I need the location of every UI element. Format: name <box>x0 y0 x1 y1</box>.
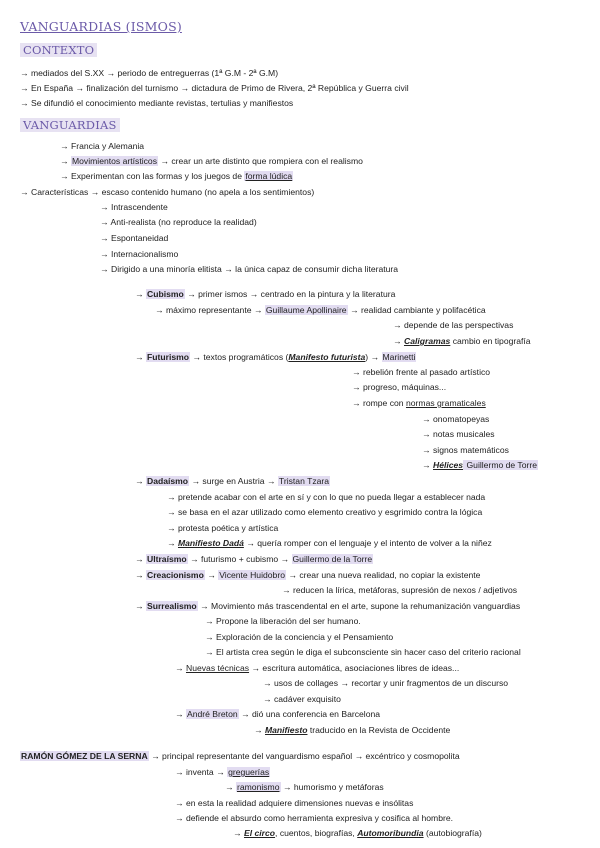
page-title: VANGUARDIAS (ISMOS) <box>20 19 182 34</box>
cubismo-line-3: → depende de las perspectivas <box>393 320 514 330</box>
dadaismo-line-1 <box>135 476 330 487</box>
andre-breton: André Breton <box>186 709 238 719</box>
text: → crear un arte distinto que rompiera con el realismo <box>158 156 363 166</box>
arrow: → <box>393 336 404 346</box>
vang-line-8: → Internacionalismo <box>100 249 179 259</box>
forma-ludica: forma lúdica <box>245 171 293 181</box>
vang-line-6: → Anti-realista (no reproduce la realidad) <box>100 217 257 227</box>
vang-line-1: → Francia y Alemania <box>60 141 145 151</box>
vang-line-9: → Dirigido a una minoría elitista → la única capaz de consumir dicha literatura <box>100 264 399 274</box>
surrealismo-line-2: → Propone la liberación del ser humano. <box>205 616 361 626</box>
text: → surge en Austria → <box>189 476 278 486</box>
apollinaire: Guillaume Apollinaire <box>265 305 347 315</box>
dadaismo-line-2: → pretende acabar con el arte en sí y con lo que no pueda llegar a establecer nada <box>167 492 486 502</box>
arrow: → <box>135 352 146 362</box>
text: → escritura automática, asociaciones libres de ideas... <box>249 663 460 673</box>
surrealismo-line-1 <box>135 601 520 612</box>
arrow: → <box>135 570 146 580</box>
contexto-line-3: → Se difundió el conocimiento mediante revistas, tertulias y manifiestos <box>20 98 294 108</box>
ramonismo: ramonismo <box>236 782 280 792</box>
guillermo-de-torre: Guillermo de Torre <box>464 460 538 470</box>
vang-line-2 <box>60 156 363 167</box>
ultraismo-line-1 <box>135 554 373 565</box>
section-heading-vanguardias: VANGUARDIAS <box>20 118 120 132</box>
ramon-line-4: → en esta la realidad adquiere dimensiones nuevas e insólitas <box>175 798 414 808</box>
marinetti: Marinetti <box>382 352 416 362</box>
dadaismo-line-3: → se basa en el azar utilizado como elemento creativo y esgrimido contra la lógica <box>167 507 483 517</box>
tristan-tzara: Tristan Tzara <box>278 476 330 486</box>
arrow: → <box>225 782 236 792</box>
helices: Hélices <box>432 460 464 470</box>
arrow: → <box>60 156 71 166</box>
vang-line-4: → Características → escaso contenido humano (no apela a los sentimientos) <box>20 187 315 197</box>
cubismo-label: Cubismo <box>146 289 184 299</box>
movimientos-artisticos: Movimientos artísticos <box>71 156 157 166</box>
surrealismo-line-3: → Exploración de la conciencia y el Pensamiento <box>205 632 394 642</box>
vicente-huidobro: Vicente Huidobro <box>219 570 285 580</box>
futurismo-line-1 <box>135 352 416 363</box>
futurismo-line-6: → notas musicales <box>422 429 495 439</box>
vang-line-3 <box>60 171 293 182</box>
manifiesto-dada: Manifiesto Dadá <box>177 538 244 548</box>
futurismo-line-3: → progreso, máquinas... <box>352 382 447 392</box>
futurismo-line-2: → rebelión frente al pasado artístico <box>352 367 491 377</box>
surrealismo-line-8 <box>175 709 380 720</box>
creacionismo-label: Creacionismo <box>146 570 204 580</box>
cubismo-line-1 <box>135 289 395 300</box>
contexto-line-2: → En España → finalización del turnismo → dictadura de Primo de Rivera, 2ª República y Guerra civil <box>20 83 409 93</box>
creacionismo-line-1 <box>135 570 480 581</box>
dadaismo-label: Dadaísmo <box>146 476 189 486</box>
surrealismo-line-7: → cadáver exquisito <box>263 694 341 704</box>
text: → primer ismos → centrado en la pintura y la literatura <box>184 289 396 299</box>
dadaismo-line-4: → protesta poética y artística <box>167 523 279 533</box>
arrow: → <box>422 460 433 470</box>
text: → <box>204 570 219 580</box>
text: ) → <box>365 352 382 362</box>
cubismo-line-4 <box>393 336 531 347</box>
text: → textos programáticos ( <box>190 352 289 362</box>
cubismo-line-2 <box>155 305 486 316</box>
greguerias: greguerías <box>228 767 270 777</box>
manifiesto: Manifiesto <box>264 725 308 735</box>
automoribundia: Automoribundia <box>357 828 424 838</box>
arrow: → <box>167 538 178 548</box>
text: traducido en la Revista de Occidente <box>307 725 451 735</box>
nuevas-tecnicas: Nuevas técnicas <box>185 663 250 673</box>
ramon-line-1 <box>20 751 460 762</box>
text: → futurismo + cubismo → <box>187 554 292 564</box>
caligramas: Caligramas <box>403 336 451 346</box>
manifesto-futurista: Manifesto futurista <box>288 352 366 362</box>
text: → máximo representante → <box>155 305 265 315</box>
surrealismo-line-5 <box>175 663 459 674</box>
text: → humorismo y metáforas <box>280 782 384 792</box>
text: cambio en tipografía <box>450 336 531 346</box>
arrow: → <box>135 554 146 564</box>
arrow: → <box>135 476 146 486</box>
text: → quería romper con el lenguaje y el intento de volver a la niñez <box>243 538 492 548</box>
section-heading-contexto: CONTEXTO <box>20 43 97 57</box>
dadaismo-line-5 <box>167 538 492 549</box>
futurismo-line-7: → signos matemáticos <box>422 445 509 455</box>
normas-gramaticales: normas gramaticales <box>405 398 486 408</box>
ramon-line-6 <box>233 828 482 839</box>
text: , cuentos, biografías, <box>275 828 358 838</box>
ramon-line-2 <box>175 767 270 778</box>
text: → realidad cambiante y polifacética <box>347 305 486 315</box>
surrealismo-line-9 <box>254 725 450 736</box>
arrow: → <box>233 828 244 838</box>
futurismo-label: Futurismo <box>146 352 189 362</box>
futurismo-line-4 <box>352 398 486 409</box>
text: → Movimiento más trascendental en el arte, supone la rehumanización vanguardias <box>197 601 521 611</box>
creacionismo-line-2: → reducen la lírica, metáforas, supresión de nexos / adjetivos <box>282 585 518 595</box>
vang-line-7: → Espontaneidad <box>100 233 169 243</box>
guillermo-de-la-torre: Guillermo de la Torre <box>292 554 373 564</box>
arrow: → <box>135 289 146 299</box>
arrow: → <box>135 601 146 611</box>
text: (autobiografía) <box>423 828 482 838</box>
contexto-line-1: → mediados del S.XX → periodo de entreguerras (1ª G.M - 2ª G.M) <box>20 68 279 78</box>
ramon-label: RAMÓN GÓMEZ DE LA SERNA <box>21 751 148 761</box>
arrow: → <box>254 725 265 735</box>
text: → Experimentan con las formas y los juegos de <box>60 171 245 181</box>
el-circo: El circo <box>243 828 276 838</box>
arrow: → <box>175 709 186 719</box>
text: → crear una nueva realidad, no copiar la existente <box>285 570 481 580</box>
text: → rompe con <box>352 398 406 408</box>
text: → dió una conferencia en Barcelona <box>238 709 381 719</box>
text: → principal representante del vanguardismo español → excéntrico y cosmopolita <box>148 751 460 761</box>
ramon-line-5: → defiende el absurdo como herramienta expresiva y cosifica al hombre. <box>175 813 454 823</box>
futurismo-line-8 <box>422 460 538 471</box>
ramon-line-3 <box>225 782 384 793</box>
futurismo-line-5: → onomatopeyas <box>422 414 490 424</box>
arrow: → <box>175 663 186 673</box>
surrealismo-label: Surrealismo <box>146 601 197 611</box>
surrealismo-line-6: → usos de collages → recortar y unir fragmentos de un discurso <box>263 678 509 688</box>
surrealismo-line-4: → El artista crea según le diga el subconsciente sin hacer caso del criterio racional <box>205 647 521 657</box>
vang-line-5: → Intrascendente <box>100 202 168 212</box>
ultraismo-label: Ultraísmo <box>146 554 187 564</box>
text: → inventa → <box>175 767 228 777</box>
